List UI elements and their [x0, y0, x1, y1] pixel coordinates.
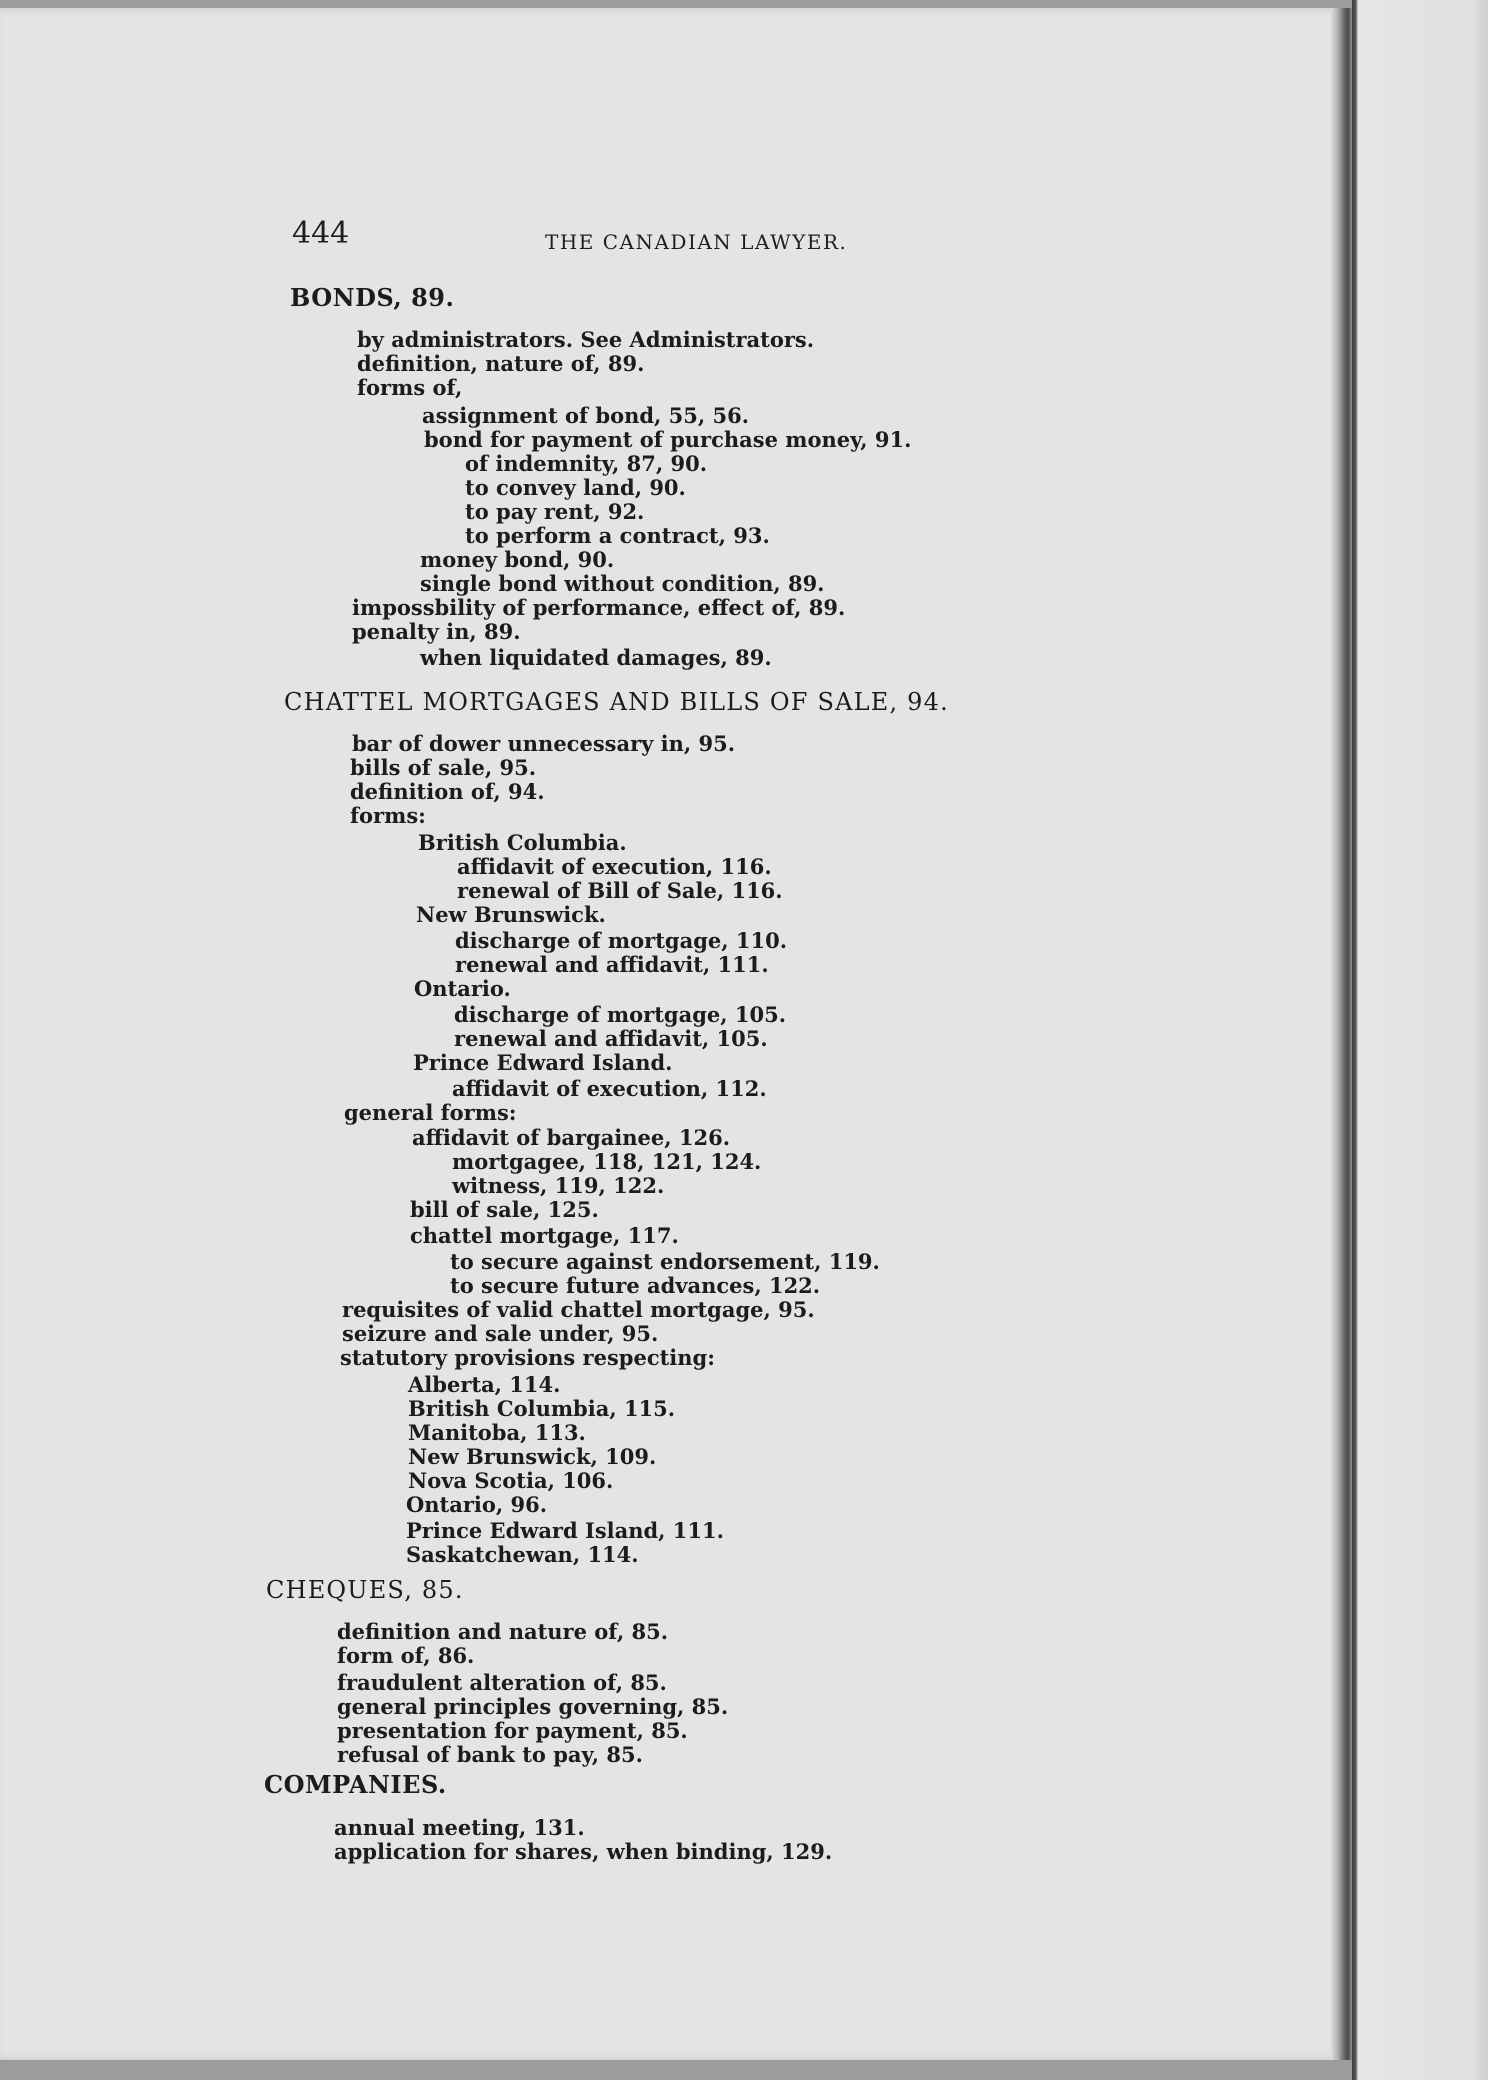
index-entry: bar of dower unnecessary in, 95.	[352, 731, 736, 756]
index-entry: money bond, 90.	[420, 547, 615, 572]
index-heading: COMPANIES.	[264, 1770, 447, 1799]
index-entry: affidavit of execution, 112.	[452, 1076, 767, 1101]
running-head: THE CANADIAN LAWYER.	[545, 230, 848, 254]
index-entry: renewal and affidavit, 105.	[454, 1026, 768, 1051]
index-entry: general principles governing, 85.	[337, 1694, 729, 1719]
index-entry: definition and nature of, 85.	[337, 1619, 669, 1644]
index-entry: New Brunswick, 109.	[408, 1444, 657, 1469]
book-page	[0, 8, 1352, 2060]
index-entry: Nova Scotia, 106.	[408, 1468, 614, 1493]
index-entry: presentation for payment, 85.	[337, 1718, 688, 1743]
index-entry: impossbility of performance, effect of, 89.	[352, 595, 846, 620]
index-entry: bond for payment of purchase money, 91.	[424, 427, 912, 452]
index-entry: to secure future advances, 122.	[450, 1273, 821, 1298]
index-entry: definition, nature of, 89.	[357, 351, 645, 376]
index-entry: Alberta, 114.	[408, 1372, 561, 1397]
index-entry: New Brunswick.	[416, 902, 606, 927]
index-entry: affidavit of execution, 116.	[457, 854, 772, 879]
index-entry: statutory provisions respecting:	[340, 1345, 715, 1370]
index-entry: forms:	[350, 803, 426, 828]
index-entry: British Columbia.	[418, 830, 627, 855]
index-entry: Ontario.	[414, 976, 511, 1001]
index-entry: application for shares, when binding, 129.	[334, 1839, 833, 1864]
index-entry: bill of sale, 125.	[410, 1197, 599, 1222]
index-entry: seizure and sale under, 95.	[342, 1321, 659, 1346]
index-entry: form of, 86.	[337, 1643, 475, 1668]
index-entry: general forms:	[344, 1100, 517, 1125]
index-entry: renewal and affidavit, 111.	[455, 952, 769, 977]
index-entry: renewal of Bill of Sale, 116.	[457, 878, 783, 903]
index-entry: to secure against endorsement, 119.	[450, 1249, 880, 1274]
index-heading: BONDS, 89.	[290, 283, 455, 312]
index-heading: CHATTEL MORTGAGES AND BILLS OF SALE, 94.	[284, 688, 949, 716]
index-entry: Ontario, 96.	[406, 1492, 548, 1517]
index-entry: Manitoba, 113.	[408, 1420, 586, 1445]
index-entry: discharge of mortgage, 110.	[455, 928, 788, 953]
index-entry: refusal of bank to pay, 85.	[337, 1742, 643, 1767]
index-entry: discharge of mortgage, 105.	[454, 1002, 787, 1027]
index-entry: single bond without condition, 89.	[420, 571, 825, 596]
index-heading: CHEQUES, 85.	[266, 1576, 464, 1604]
index-entry: affidavit of bargainee, 126.	[412, 1125, 731, 1150]
index-entry: forms of,	[357, 375, 463, 400]
index-entry: definition of, 94.	[350, 779, 545, 804]
index-entry: mortgagee, 118, 121, 124.	[452, 1149, 762, 1174]
page-header	[292, 216, 892, 256]
next-page-edge	[1352, 0, 1488, 2080]
index-entry: when liquidated damages, 89.	[420, 645, 772, 670]
index-entry: British Columbia, 115.	[408, 1396, 676, 1421]
page-number: 444	[292, 216, 350, 251]
book-spine	[1330, 8, 1352, 2060]
index-entry: to pay rent, 92.	[465, 499, 645, 524]
index-entry: of indemnity, 87, 90.	[465, 451, 708, 476]
index-entry: to perform a contract, 93.	[465, 523, 770, 548]
index-entry: fraudulent alteration of, 85.	[337, 1670, 667, 1695]
index-entry: requisites of valid chattel mortgage, 95.	[342, 1297, 815, 1322]
index-entry: Prince Edward Island, 111.	[406, 1518, 724, 1543]
index-entry: Prince Edward Island.	[413, 1050, 673, 1075]
index-entry: to convey land, 90.	[465, 475, 686, 500]
index-entry: penalty in, 89.	[352, 619, 521, 644]
index-entry: Saskatchewan, 114.	[406, 1542, 639, 1567]
index-entry: assignment of bond, 55, 56.	[422, 403, 750, 428]
index-entry: annual meeting, 131.	[334, 1815, 585, 1840]
index-entry: by administrators. See Administrators.	[357, 327, 815, 352]
index-entry: witness, 119, 122.	[452, 1173, 665, 1198]
index-entry: bills of sale, 95.	[350, 755, 537, 780]
index-entry: chattel mortgage, 117.	[410, 1223, 679, 1248]
